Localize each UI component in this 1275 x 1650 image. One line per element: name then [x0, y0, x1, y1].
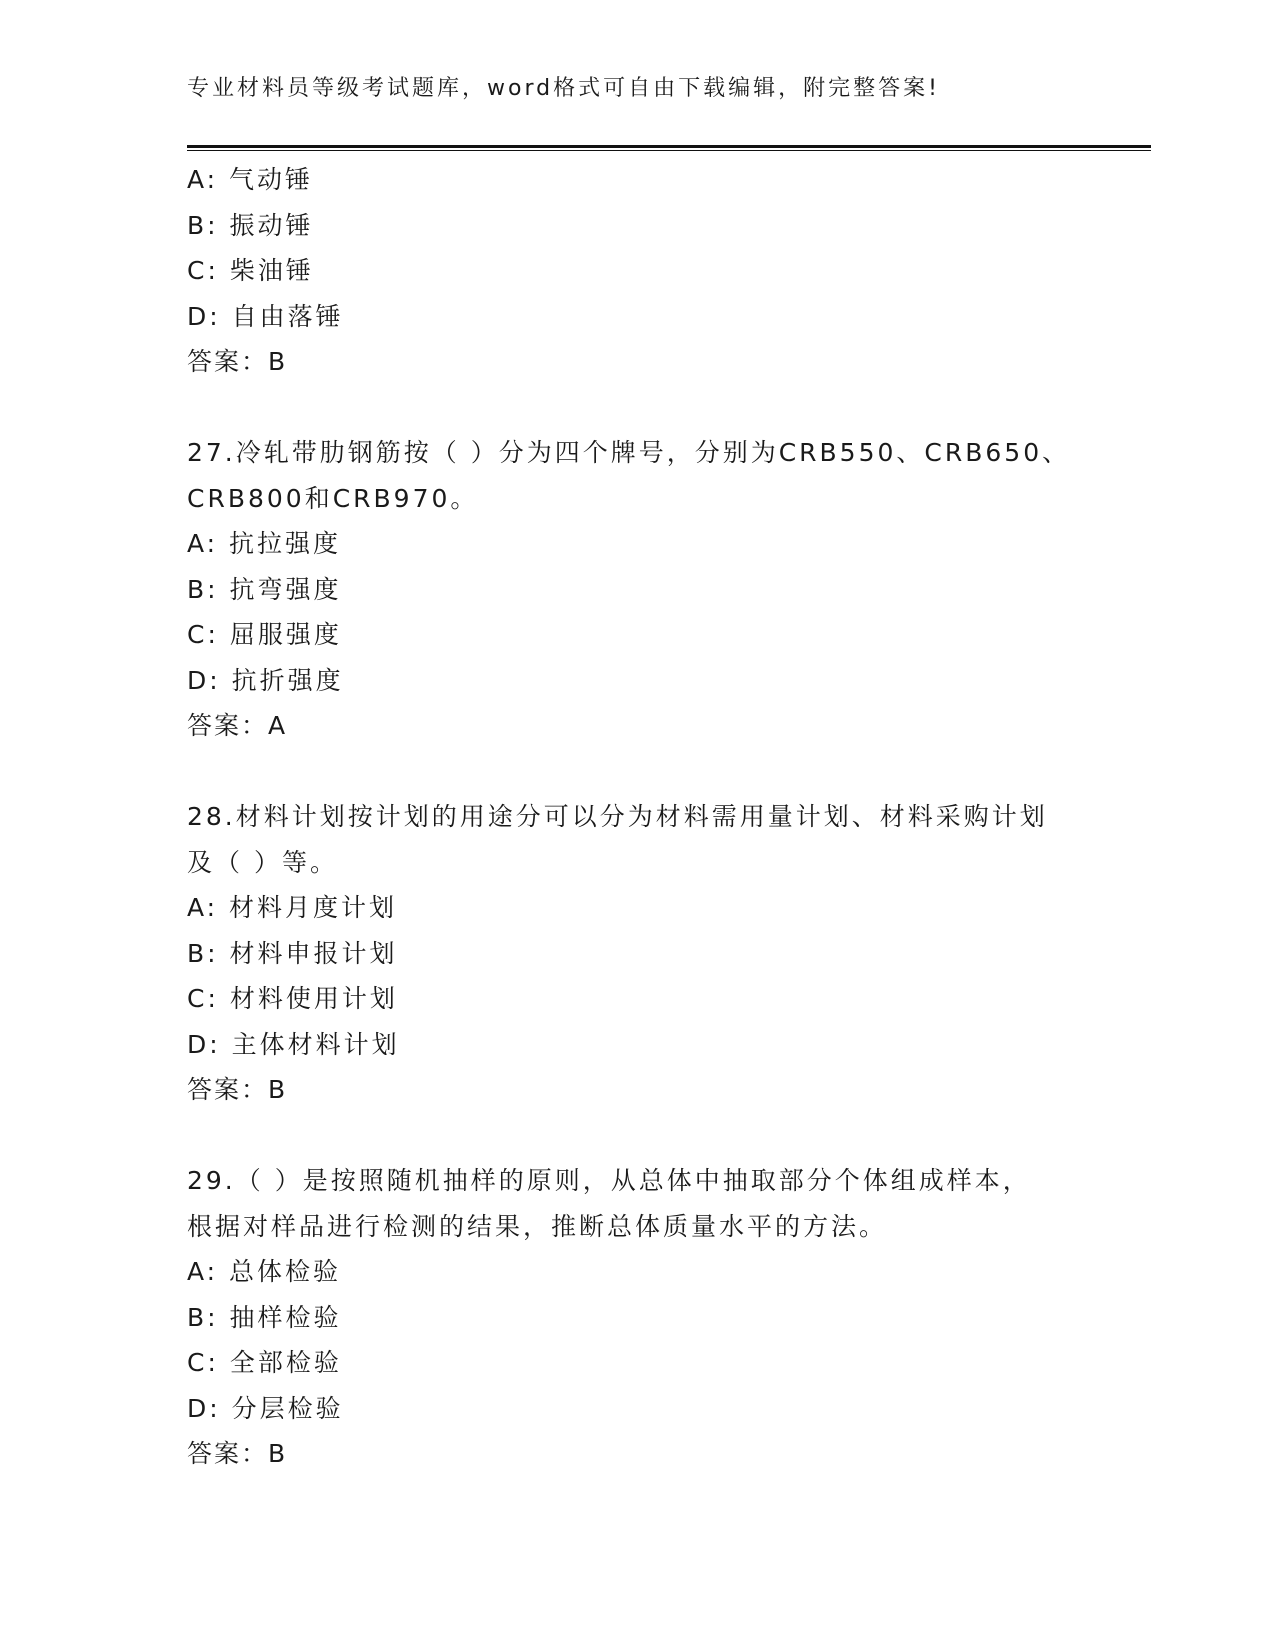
option-a: A: 气动锤: [187, 165, 314, 194]
option-c: C: 屈服强度: [187, 620, 342, 649]
option-d: D: 分层检验: [187, 1393, 344, 1423]
page-header: 专业材料员等级考试题库，word格式可自由下载编辑，附完整答案!: [187, 76, 940, 101]
question-text-line: 29.（ ）是按照随机抽样的原则，从总体中抽取部分个体组成样本，: [187, 1166, 1031, 1195]
option-a: A: 材料月度计划: [187, 893, 398, 922]
question-text-line: 根据对样品进行检测的结果，推断总体质量水平的方法。: [187, 1211, 888, 1241]
answer: 答案：B: [187, 1439, 288, 1468]
question-text-line: 28.材料计划按计划的用途分可以分为材料需用量计划、材料采购计划: [187, 802, 1048, 831]
option-c: C: 全部检验: [187, 1348, 342, 1377]
question-text-line: 及（ ）等。: [187, 847, 338, 877]
option-a: A: 抗拉强度: [187, 529, 342, 558]
answer: 答案：B: [187, 347, 288, 376]
header-rule-thick: [187, 145, 1151, 148]
question-28: [187, 794, 1087, 1113]
option-c: C: 柴油锤: [187, 256, 314, 285]
option-b: B: 抗弯强度: [187, 574, 342, 604]
option-d: D: 抗折强度: [187, 665, 344, 695]
question-content: [187, 157, 1087, 1477]
option-d: D: 主体材料计划: [187, 1029, 400, 1059]
option-c: C: 材料使用计划: [187, 984, 398, 1013]
question-27: [187, 430, 1087, 749]
option-b: B: 振动锤: [187, 210, 314, 240]
answer: 答案：B: [187, 1075, 288, 1104]
header-rule-thin: [187, 150, 1151, 151]
question-text-line: 27.冷轧带肋钢筋按（ ）分为四个牌号，分别为CRB550、CRB650、: [187, 438, 1071, 467]
question-text-line: CRB800和CRB970。: [187, 483, 479, 513]
option-a: A: 总体检验: [187, 1257, 342, 1286]
option-b: B: 抽样检验: [187, 1302, 342, 1332]
question-29: [187, 1158, 1087, 1477]
option-d: D: 自由落锤: [187, 301, 344, 331]
question-26-continued: [187, 157, 1087, 385]
option-b: B: 材料申报计划: [187, 938, 398, 968]
answer: 答案：A: [187, 711, 288, 740]
